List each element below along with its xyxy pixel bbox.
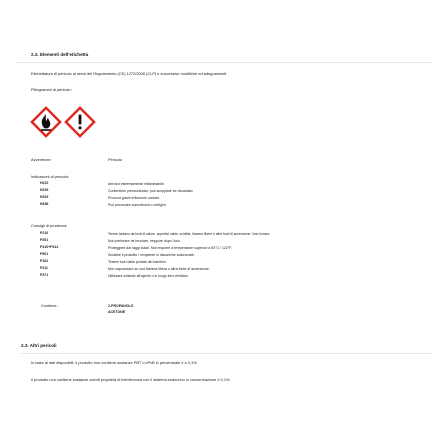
section-heading: 2.3. Altri pericoli — [21, 343, 57, 348]
hazard-text: Contenitore pressurizzato: può scoppiare se riscaldato. — [108, 189, 194, 193]
signal-word: Pericolo — [108, 157, 123, 162]
precaution-text: Non perforare né bruciare, neppure dopo l'uso. — [108, 239, 181, 243]
divider — [16, 62, 432, 63]
precaution-code: P410+P412 — [40, 245, 59, 249]
contained-substance: 2-PROPANOLO — [108, 304, 134, 308]
hazard-code: H229 — [40, 188, 49, 192]
precaution-code: P251 — [40, 238, 49, 242]
precaution-text: Non vaporizzare su una fiamma libera o altra fonte di accensione. — [108, 267, 210, 271]
precaution-text: Tenere fuori dalla portata dei bambini. — [108, 260, 167, 264]
precaution-text: Proteggere dai raggi solari. Non esporre a temperature superiori a 50°C / 122°F. — [108, 246, 233, 250]
labelling-intro: Etichettatura di pericolo ai sensi del Regolamento (CE) 1272/2008 (CLP) e successive modifiche ed adeguamenti. — [31, 71, 228, 76]
pictograms-label: Pittogrammi di pericolo: — [31, 87, 72, 92]
contains-label: Contiene: — [41, 303, 58, 308]
precaution-code: P211 — [40, 266, 48, 270]
precaution-text: Utilizzare soltanto all'aperto o in luogo ben ventilato. — [108, 274, 189, 278]
section-heading: 2.2. Elementi dell'etichetta — [31, 52, 89, 57]
other-hazards-text: Il prodotto non contiene sostanze aventi proprietà di interferenza con il sistema endocrino in concentrazione ≥ 0,1%. — [31, 377, 231, 382]
hazard-statements-label: Indicazioni di pericolo: — [31, 174, 70, 179]
precaution-code: P501 — [40, 252, 49, 256]
other-hazards-text: In base ai dati disponibili, il prodotto non contiene sostanze PBT o vPvB in percentuale ≥ a 0,1%. — [31, 360, 198, 365]
hazard-code: H336 — [40, 202, 49, 206]
contained-substance: ACETONE — [108, 310, 126, 314]
hazard-text: Può provocare sonnolenza o vertigini. — [108, 203, 167, 207]
precautionary-statements-label: Consigli di prudenza: — [31, 223, 68, 228]
hazard-text: Aerosol estremamente infiammabile. — [108, 182, 165, 186]
hazard-code: H319 — [40, 195, 49, 199]
hazard-text: Provoca grave irritazione oculare. — [108, 196, 161, 200]
precaution-text: Tenere lontano da fonti di calore, superfici calde, scintille, fiamme libere e altre fonti di accensione. Non fumare. — [108, 232, 271, 236]
flame-icon — [30, 106, 62, 138]
divider — [21, 353, 432, 354]
precaution-code: P271 — [40, 273, 49, 277]
precaution-code: P102 — [40, 259, 49, 263]
hazard-code: H222 — [40, 181, 49, 185]
precaution-code: P210 — [40, 231, 49, 235]
precaution-text: Smaltire il prodotto / recipiente in discariche autorizzate. — [108, 253, 195, 257]
exclamation-icon — [64, 106, 96, 138]
signal-word-label: Avvertenze: — [31, 157, 52, 162]
